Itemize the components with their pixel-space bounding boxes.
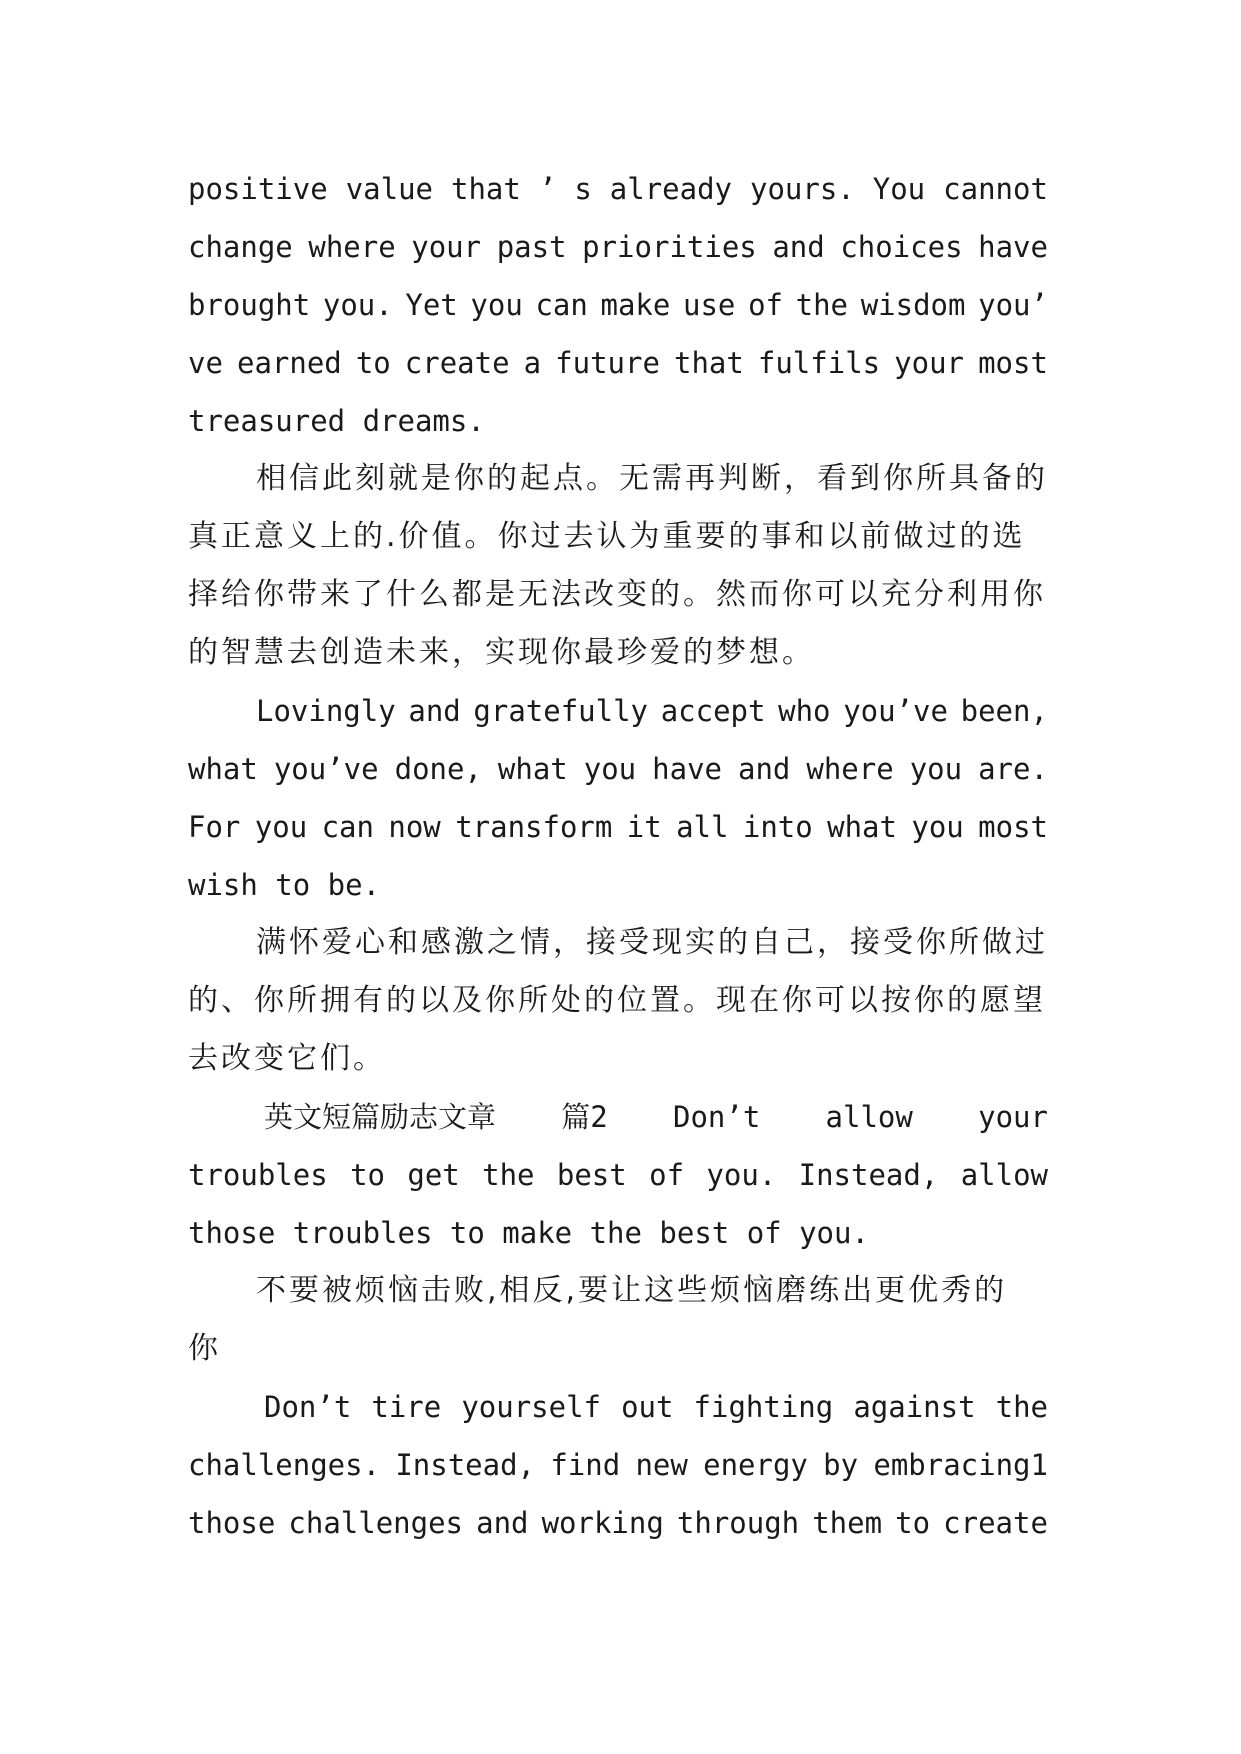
word: you’: [978, 288, 1048, 322]
word: the: [482, 1158, 535, 1192]
word: you.: [322, 288, 393, 322]
text-line: 真正意义上的.价值。你过去认为重要的事和以前做过的选: [188, 519, 1026, 554]
word: Instead,: [798, 1158, 939, 1192]
word: a: [523, 346, 542, 380]
word: can: [321, 810, 374, 844]
word: fulfils: [757, 346, 881, 380]
word: of: [649, 1158, 685, 1192]
word: find: [550, 1448, 621, 1482]
word: done,: [394, 752, 482, 786]
word: wisdom: [860, 288, 966, 322]
text-line: [188, 276, 1048, 334]
word: create: [404, 346, 510, 380]
word: against: [853, 1390, 976, 1424]
word: positive: [188, 172, 328, 206]
section-heading-line: [188, 1088, 1048, 1146]
text-line: 去改变它们。: [188, 1041, 386, 1076]
word: new: [635, 1448, 688, 1482]
word: by: [823, 1448, 859, 1482]
word: future: [555, 346, 660, 380]
word: those: [188, 1506, 276, 1540]
word: embracing1: [873, 1448, 1048, 1482]
word: the: [795, 288, 849, 322]
word: and: [408, 694, 461, 728]
word: your: [978, 1100, 1048, 1134]
word: 篇2: [561, 1100, 608, 1134]
word: gratefully: [473, 694, 649, 728]
word: accept: [660, 694, 766, 728]
word: what: [827, 810, 897, 844]
word: where: [806, 752, 894, 786]
text-line: 相信此刻就是你的起点。无需再判断，看到你所具备的: [256, 461, 1048, 496]
word: have: [978, 230, 1048, 264]
word: You: [872, 172, 926, 206]
word: change: [188, 230, 293, 264]
text-line: 你: [188, 1331, 221, 1366]
word: the: [995, 1390, 1048, 1424]
word: use: [683, 288, 736, 322]
word: make: [600, 288, 671, 322]
word: you: [909, 752, 963, 786]
word: challenges.: [188, 1448, 381, 1482]
word: can: [535, 288, 588, 322]
text-line: those troubles to make the best of you.: [188, 1216, 869, 1250]
word: are.: [978, 752, 1048, 786]
word: you.: [706, 1158, 777, 1192]
word: and: [772, 230, 825, 264]
text-line: [188, 218, 1048, 276]
word: into: [742, 810, 813, 844]
word: earned: [236, 346, 342, 380]
word: s: [574, 172, 592, 206]
word: past: [496, 230, 567, 264]
word: allow: [825, 1100, 913, 1134]
word: that: [451, 172, 521, 206]
text-line: [188, 682, 1048, 740]
text-line: [188, 334, 1048, 392]
word: brought: [188, 288, 311, 322]
text-line: 的智慧去创造未来，实现你最珍爱的梦想。: [188, 635, 815, 670]
word: transform: [455, 810, 613, 844]
word: your: [411, 230, 482, 264]
word: get: [407, 1158, 460, 1192]
document-body: [188, 160, 1048, 1552]
text-line: 择给你带来了什么都是无法改变的。然而你可以充分利用你: [188, 577, 1046, 612]
word: who: [778, 694, 831, 728]
text-line: [188, 1494, 1048, 1552]
word: choices: [840, 230, 963, 264]
word: energy: [703, 1448, 808, 1482]
word: what: [188, 752, 258, 786]
word: 英文短篇励志文章: [264, 1100, 497, 1134]
word: value: [345, 172, 433, 206]
word: and: [476, 1506, 529, 1540]
word: been,: [960, 694, 1048, 728]
word: already: [609, 172, 732, 206]
word: you: [911, 810, 964, 844]
text-line: 不要被烦恼击败,相反,要让这些烦恼磨练出更优秀的: [256, 1273, 1008, 1308]
text-line: wish to be.: [188, 868, 381, 902]
text-line: [188, 160, 1048, 218]
word: best: [556, 1158, 627, 1192]
word: tire: [371, 1390, 442, 1424]
word: most: [978, 810, 1048, 844]
text-line: [188, 1146, 1048, 1204]
word: it: [626, 810, 662, 844]
word: to: [350, 1158, 385, 1192]
word: Lovingly: [256, 694, 396, 728]
word: you: [470, 288, 523, 322]
word: you: [583, 752, 637, 786]
text-line: [188, 1378, 1048, 1436]
text-line: [188, 798, 1048, 856]
word: to: [355, 346, 391, 380]
word: have: [652, 752, 722, 786]
word: through: [676, 1506, 800, 1540]
word: ve: [188, 346, 223, 380]
word: now: [388, 810, 441, 844]
word: out: [621, 1390, 674, 1424]
word: Don’t: [264, 1390, 352, 1424]
word: Instead,: [395, 1448, 536, 1482]
word: them: [812, 1506, 883, 1540]
word: most: [978, 346, 1048, 380]
word: what: [497, 752, 568, 786]
word: allow: [960, 1158, 1048, 1192]
text-line: [188, 740, 1048, 798]
word: and: [738, 752, 791, 786]
word: Yet: [405, 288, 458, 322]
word: yours.: [750, 172, 855, 206]
word: troubles: [188, 1158, 328, 1192]
word: where: [308, 230, 396, 264]
word: challenges: [288, 1506, 464, 1540]
text-line: 的、你所拥有的以及你所处的位置。现在你可以按你的愿望: [188, 983, 1046, 1018]
word: For: [188, 810, 241, 844]
word: you: [254, 810, 308, 844]
word: you’ve: [843, 694, 948, 728]
word: priorities: [582, 230, 757, 264]
text-line: treasured dreams.: [188, 404, 485, 438]
word: all: [676, 810, 729, 844]
word: of: [748, 288, 783, 322]
text-line: 满怀爱心和感激之情，接受现实的自己，接受你所做过: [256, 925, 1048, 960]
word: that: [673, 346, 744, 380]
text-line: [188, 1436, 1048, 1494]
word: to: [895, 1506, 931, 1540]
word: Don’t: [672, 1100, 761, 1134]
word: you’ve: [273, 752, 379, 786]
word: yourself: [461, 1390, 601, 1424]
word: cannot: [943, 172, 1048, 206]
word: create: [943, 1506, 1048, 1540]
word: ’: [538, 172, 557, 206]
word: working: [541, 1506, 664, 1540]
word: fighting: [693, 1390, 834, 1424]
word: your: [894, 346, 965, 380]
